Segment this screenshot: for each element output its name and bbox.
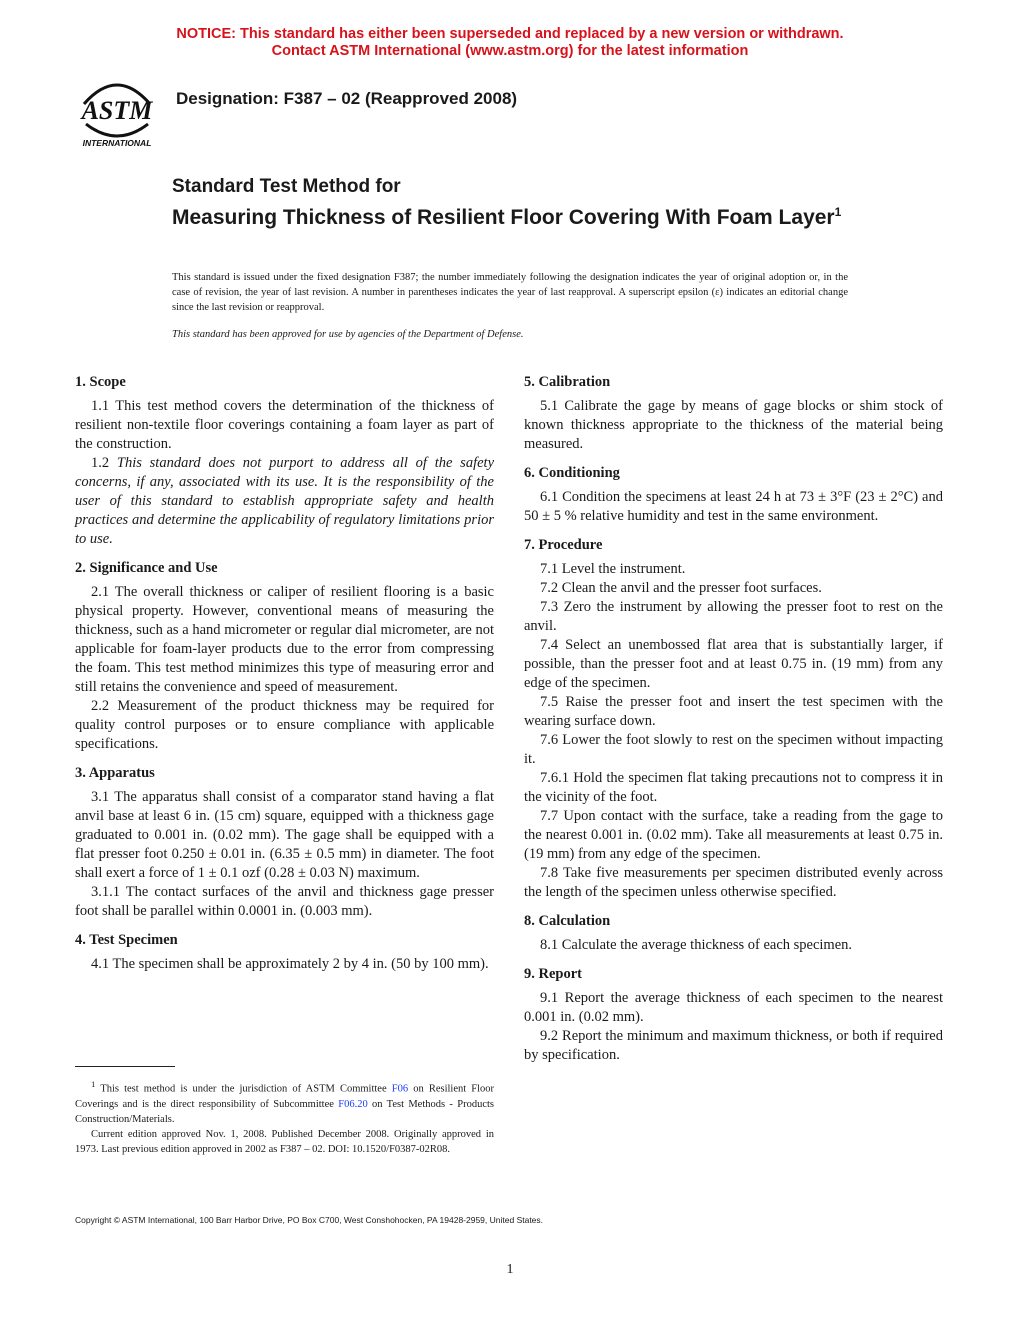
logo-text: ASTM (81, 96, 153, 125)
logo-subtext: INTERNATIONAL (82, 138, 152, 148)
paragraph: 5.1 Calibrate the gage by means of gage blocks or shim stock of known thickness appropriate to the thickness of the material being measured. (524, 398, 943, 452)
title-footnote-ref: 1 (834, 205, 842, 219)
section-heading: 6. Conditioning (524, 465, 620, 481)
left-column (75, 373, 494, 984)
paragraph-number: 1.2 (91, 455, 110, 471)
paragraph: 2.1 The overall thickness or caliper of resilient flooring is a basic physical property. However, conventional means of measuring the thickness, such as a hand micrometer or regular dial micrometer, are not applicable for foam-layer products due to the error from compressing the foam. This test method minimizes this type of measuring error and still retains the convenience and speed of measurement. (75, 584, 494, 695)
committee-link[interactable]: F06 (391, 1083, 409, 1095)
paragraph: 6.1 Condition the specimens at least 24 h at 73 ± 3°F (23 ± 2°C) and 50 ± 5 % relative humidity and test in the same environment. (524, 489, 943, 524)
astm-logo (74, 74, 160, 152)
right-column (524, 373, 943, 1075)
footnote-text: on Resilient Floor Coverings and is the direct responsibility of Subcommittee (75, 1083, 495, 1110)
section-conditioning (524, 464, 943, 526)
paragraph: 8.1 Calculate the average thickness of each specimen. (540, 937, 853, 953)
dod-statement: This standard has been approved for use by agencies of the Department of Defense. (172, 329, 524, 340)
section-heading: 5. Calibration (524, 374, 611, 390)
footnote-text: This test method is under the jurisdiction of ASTM Committee (100, 1083, 387, 1095)
procedure-step: 7.2 Clean the anvil and the presser foot surfaces. (540, 580, 822, 596)
section-heading: 7. Procedure (524, 537, 603, 553)
section-scope (75, 373, 494, 549)
procedure-step: 7.7 Upon contact with the surface, take a reading from the gage to the nearest 0.001 in. (0.02 mm). Take all measurements at least 0.75 in. (19 mm) from any edge of the specimen. (524, 808, 943, 862)
section-significance (75, 559, 494, 754)
paragraph: 3.1.1 The contact surfaces of the anvil and thickness gage presser foot shall be parallel within 0.0001 in. (0.003 mm). (75, 884, 494, 919)
footnote-jurisdiction (75, 1077, 494, 1127)
paragraph: 4.1 The specimen shall be approximately 2 by 4 in. (50 by 100 mm). (91, 956, 489, 972)
subcommittee-link[interactable]: F06.20 (338, 1098, 368, 1110)
footnote-marker: 1 (91, 1079, 96, 1089)
title-main: Measuring Thickness of Resilient Floor Covering With Foam Layer (172, 206, 835, 229)
page-number: 1 (506, 1262, 514, 1277)
title-line-1: Standard Test Method for (172, 176, 401, 197)
notice-line-2: Contact ASTM International (www.astm.org) for the latest information (271, 43, 749, 59)
procedure-step: 7.6.1 Hold the specimen flat taking precautions not to compress it in the vicinity of the foot. (524, 770, 943, 805)
paragraph (75, 454, 494, 549)
section-apparatus (75, 764, 494, 921)
section-heading: 1. Scope (75, 374, 126, 390)
issue-statement: This standard is issued under the fixed designation F387; the number immediately following the designation indicates the year of original adoption or, in the case of revision, the year of last revision. A number in parentheses indicates the year of last reapproval. A superscript epsilon (ε) indicates an editorial change since the last revision or reapproval. (172, 272, 848, 313)
section-procedure (524, 536, 943, 902)
paragraph-italic: This standard does not purport to address all of the safety concerns, if any, associated with its use. It is the responsibility of the user of this standard to establish appropriate safety and health practices and determine the applicability of regulatory limitations prior to use. (75, 455, 495, 547)
footnote-text: on Test Methods - Products Construction/Materials. (75, 1098, 494, 1125)
issue-statement-block (172, 270, 848, 342)
paragraph: 9.1 Report the average thickness of each specimen to the nearest 0.001 in. (0.02 mm). (524, 990, 943, 1025)
paragraph: 3.1 The apparatus shall consist of a comparator stand having a flat anvil base at least 6 in. (15 cm) square, equipped with a thickness gage graduated to 0.001 in. (0.02 mm). The gage shall be equipped with a flat presser foot 0.250 ± 0.01 in. (6.35 ± 0.5 mm) in diameter. The foot shall exert a force of 1 ± 0.1 ozf (0.28 ± 0.03 N) maximum. (75, 789, 494, 881)
procedure-step: 7.5 Raise the presser foot and insert the test specimen with the wearing surface down. (524, 694, 943, 729)
document-title (172, 175, 892, 231)
notice-line-1: NOTICE: This standard has either been superseded and replaced by a new version or withdrawn. (176, 26, 844, 42)
section-heading: 8. Calculation (524, 913, 611, 929)
paragraph: 1.1 This test method covers the determination of the thickness of resilient non-textile floor coverings containing a foam layer as part of the construction. (75, 398, 494, 452)
procedure-step: 7.3 Zero the instrument by allowing the presser foot to rest on the anvil. (524, 599, 943, 634)
paragraph: 9.2 Report the minimum and maximum thickness, or both if required by specification. (524, 1028, 943, 1063)
procedure-step: 7.6 Lower the foot slowly to rest on the specimen without impacting it. (524, 732, 943, 767)
footnote (75, 1077, 494, 1157)
designation: Designation: F387 – 02 (Reapproved 2008) (176, 89, 518, 108)
paragraph: 2.2 Measurement of the product thickness may be required for quality control purposes or to ensure compliance with applicable specifications. (75, 698, 494, 752)
section-heading: 2. Significance and Use (75, 560, 218, 576)
title-line-2 (172, 199, 892, 231)
procedure-step: 7.1 Level the instrument. (540, 561, 686, 577)
footnote-divider (75, 1066, 175, 1067)
procedure-step: 7.4 Select an unembossed flat area that is substantially larger, if possible, than the presser foot and at least 0.75 in. (19 mm) from any edge of the specimen. (524, 637, 943, 691)
copyright: Copyright © ASTM International, 100 Barr Harbor Drive, PO Box C700, West Conshohocken, PA 19428-2959, United States. (75, 1215, 544, 1225)
section-heading: 4. Test Specimen (75, 932, 178, 948)
section-report (524, 965, 943, 1065)
section-calculation (524, 912, 943, 955)
section-heading: 3. Apparatus (75, 765, 155, 781)
section-heading: 9. Report (524, 966, 582, 982)
section-test-specimen (75, 931, 494, 974)
section-calibration (524, 373, 943, 454)
withdrawal-notice (0, 26, 1020, 60)
footnote-edition: Current edition approved Nov. 1, 2008. Published December 2008. Originally approved in 1973. Last previous edition approved in 2002 as F387 – 02. DOI: 10.1520/F0387-02R08. (75, 1128, 494, 1155)
procedure-step: 7.8 Take five measurements per specimen distributed evenly across the length of the specimen unless otherwise specified. (524, 865, 943, 900)
